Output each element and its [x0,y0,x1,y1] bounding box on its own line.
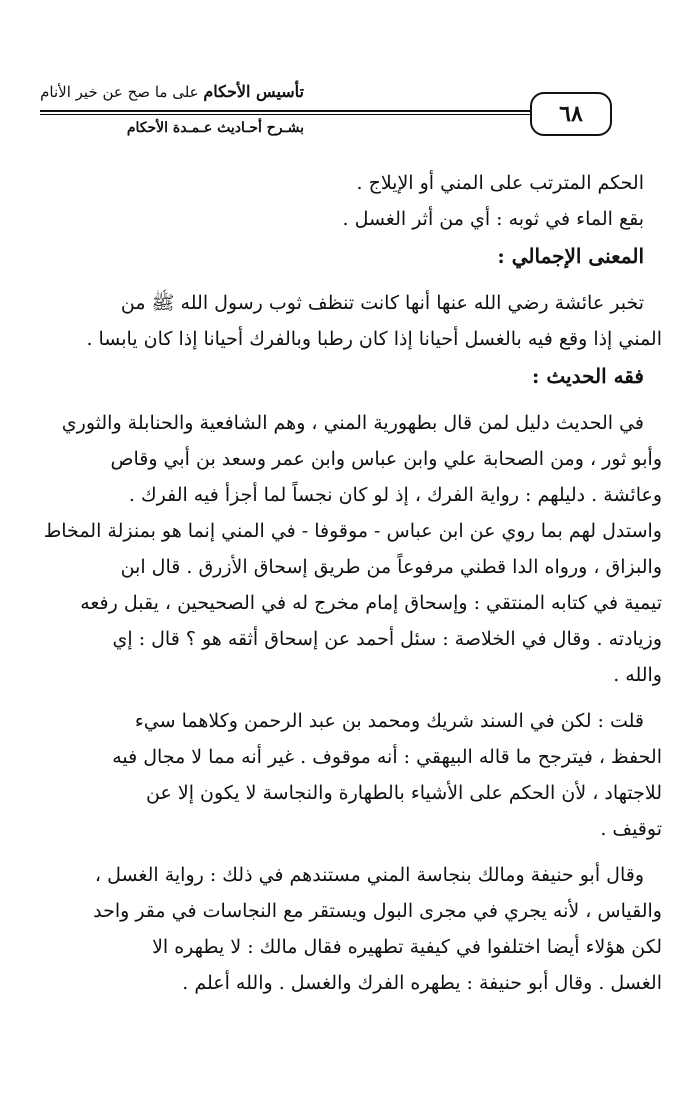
section-heading-fiqh: فقه الحديث : [532,364,644,388]
text-line: الغسل . وقال أبو حنيفة : يطهره الفرك والغسل . والله أعلم . [182,972,662,994]
text-line: وزيادته . وقال في الخلاصة : سئل أحمد عن إسحاق أثقه هو ؟ قال : إي [112,628,662,650]
text-line: في الحديث دليل لمن قال بطهورية المني ، وهم الشافعية والحنابلة والثوري [61,412,644,434]
paragraph-hanafi [40,857,662,1001]
text-line: الحفظ ، فيترجح ما قاله البيهقي : أنه موقوف . غير أنه مما لا مجال فيه [112,746,662,768]
text-line: والله . [613,664,662,686]
running-header-title [14,82,304,102]
paragraph-qultu [40,703,662,847]
text-line: وعائشة . دليلهم : رواية الفرك ، إذ لو كان نجساً لما أجزأ فيه الفرك . [128,484,662,506]
body-text [40,165,662,1001]
running-header-subtitle: بشـرح أحـاديث عـمـدة الأحكام [126,120,304,136]
text-line: تخبر عائشة رضي الله عنها أنها كانت تنظف ثوب رسول الله ﷺ من [120,292,644,314]
text-line: تيمية في كتابه المنتقي : وإسحاق إمام مخرج له في الصحيحين ، يقبل رفعه [80,592,662,614]
text-line: بقع الماء في ثوبه : أي من أثر الغسل . [342,208,644,230]
text-line: والقياس ، لأنه يجري في مجرى البول ويستقر مع النجاسات في مقر واحد [93,900,662,922]
paragraph-meaning [40,285,662,357]
text-line: المني إذا وقع فيه بالغسل أحيانا إذا كان رطبا وبالفرك أحيانا إذا كان يابسا . [86,328,662,350]
text-line: قلت : لكن في السند شريك ومحمد بن عبد الرحمن وكلاهما سيء [134,710,644,732]
paragraph-fiqh [40,405,662,693]
text-line: وأبو ثور ، ومن الصحابة علي وابن عباس وابن عمر وسعد بن أبي وقاص [110,448,662,470]
book-title-bold: تأسيس الأحكام [203,82,304,101]
section-heading-meaning: المعنى الإجمالي : [497,244,644,268]
text-line: لكن هؤلاء أيضا اختلفوا في كيفية تطهيره فقال مالك : لا يطهره الا [152,936,662,958]
text-line: الحكم المترتب على المني أو الإيلاج . [356,172,644,194]
text-line: توقيف . [600,818,662,840]
text-line: وقال أبو حنيفة ومالك بنجاسة المني مستندهم في ذلك : رواية الغسل ، [94,864,644,886]
text-line: واستدل لهم بما روي عن ابن عباس - موقوفا - في المني إنما هو بمنزلة المخاط [43,520,662,542]
page-number: ٦٨ [530,92,612,136]
text-line: للاجتهاد ، لأن الحكم على الأشياء بالطهارة والنجاسة لا يكون إلا عن [146,782,662,804]
header-rule [40,110,558,112]
text-line: والبزاق ، ورواه الدا قطني مرفوعاً من طريق إسحاق الأزرق . قال ابن [120,556,662,578]
header-rule-thin [40,114,558,115]
book-title-rest: على ما صح عن خير الأنام [40,83,199,101]
